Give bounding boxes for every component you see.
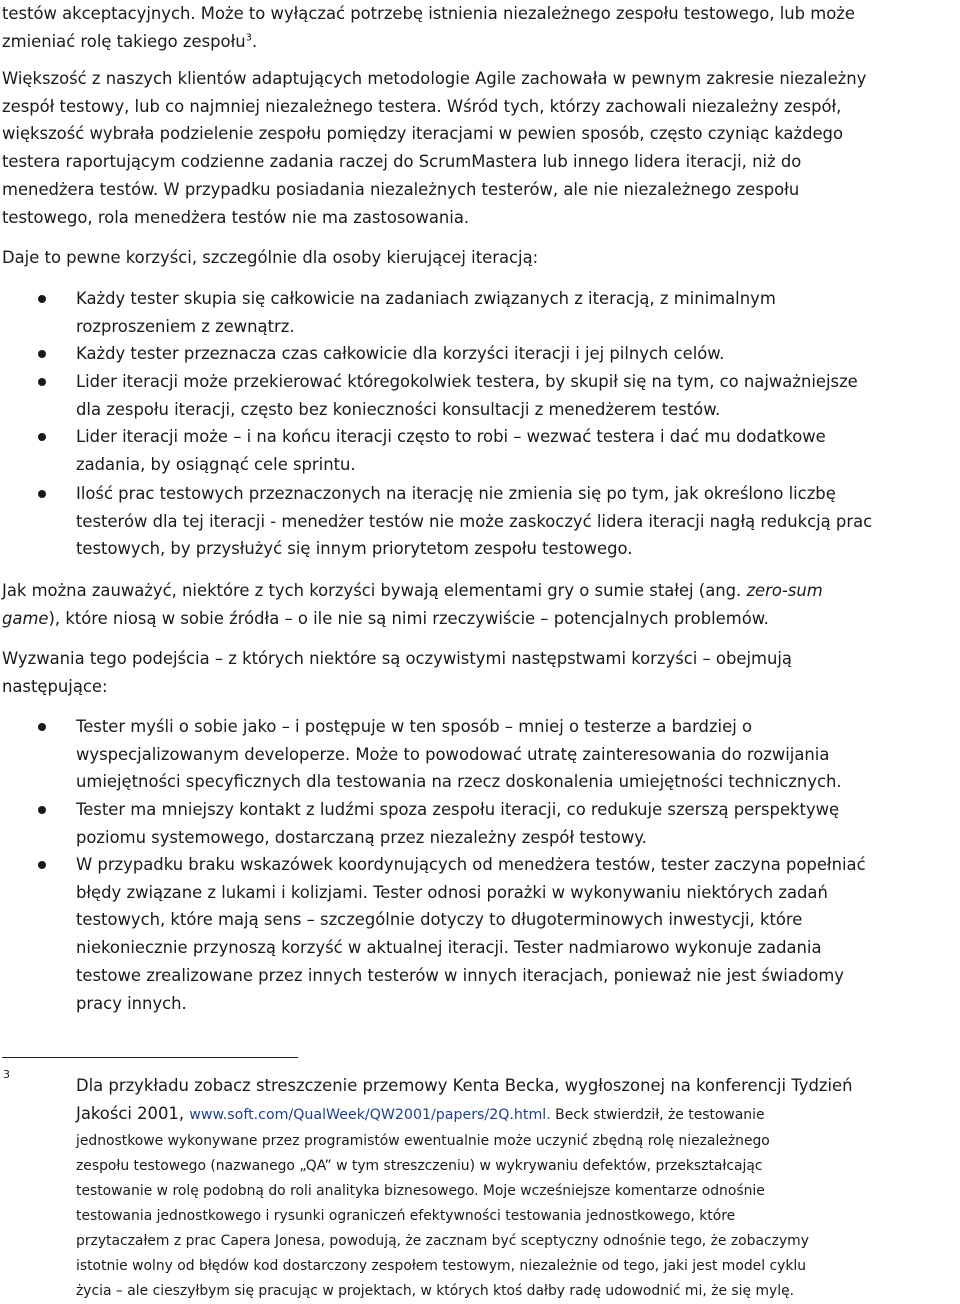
text-span: ), które niosą w sobie źródła – o ile nie są nimi rzeczywiście – potencjalnych problemów.	[48, 608, 769, 628]
text-line: Każdy tester przeznacza czas całkowicie dla korzyści iteracji i jej pilnych celów.	[76, 344, 725, 363]
text-line: menedżera testów. W przypadku posiadania niezależnych testerów, ale nie niezależnego zespołu	[2, 179, 800, 199]
paragraph-challenges-intro	[2, 645, 957, 700]
footnote-number: 3	[3, 1068, 10, 1081]
text-line: Daje to pewne korzyści, szczególnie dla osoby kierującej iteracją:	[2, 248, 539, 267]
bullet-icon	[38, 433, 46, 441]
paragraph-intro	[2, 0, 957, 55]
bullet-icon	[38, 295, 46, 303]
text-line: W przypadku braku wskazówek koordynujących od menedżera testów, tester zaczyna popełniać	[76, 855, 866, 874]
text-span: Jakości 2001,	[76, 1103, 190, 1123]
paragraph-benefits-intro	[2, 244, 957, 272]
text-line	[76, 1100, 956, 1129]
text-line: następujące:	[2, 676, 108, 696]
bullet-icon	[38, 723, 46, 731]
text-line: zespołu testowego (nazwanego „QA” w tym streszczeniu) w wykrywaniu defektów, przekształcając	[76, 1157, 763, 1174]
text-line: Lider iteracji może – i na końcu iteracji często to robi – wezwać testera i dać mu dodatkowe	[76, 427, 826, 446]
footnote-reference[interactable]: 3	[245, 32, 252, 44]
list-item	[0, 285, 960, 340]
text-line: Lider iteracji może przekierować któregokolwiek testera, by skupił się na tym, co najważniejsze	[76, 372, 858, 391]
text-line	[2, 605, 957, 633]
bullet-icon	[38, 806, 46, 814]
text-line: poziomu systemowego, dostarczaną przez niezależny zespół testowy.	[76, 827, 647, 847]
list-item	[0, 851, 960, 1017]
text-line: zespół testowy, lub co najmniej niezależnego testera. Wśród tych, którzy zachowali niezależny zespół,	[2, 96, 842, 116]
paragraph-zero-sum	[2, 577, 957, 632]
text-span: Jak można zauważyć, niektóre z tych korzyści bywają elementami gry o sumie stałej (ang.	[2, 581, 747, 600]
text-line: Wyzwania tego podejścia – z których niektóre są oczywistymi następstwami korzyści – obejmują	[2, 649, 792, 668]
paragraph-agile-teams	[2, 65, 957, 231]
text-line: rozproszeniem z zewnątrz.	[76, 316, 295, 336]
bullet-icon	[38, 378, 46, 386]
bullet-icon	[38, 861, 46, 869]
text-line: błędy związane z lukami i kolizjami. Tester odnosi porażki w wykonywaniu niektórych zadań	[76, 882, 828, 902]
text-line: testowe zrealizowane przez innych testerów w innych iteracjach, ponieważ nie jest świadomy	[76, 965, 844, 985]
list-item	[0, 796, 960, 851]
text-line: testów akceptacyjnych. Może to wyłączać potrzebę istnienia niezależnego zespołu testowego, lub może	[2, 4, 855, 23]
text-line: testerów dla tej iteracji - menedżer testów nie może zaskoczyć lidera iteracji nagłą redukcją prac	[76, 511, 873, 531]
text-line: dla zespołu iteracji, często bez konieczności konsultacji z menedżerem testów.	[76, 399, 721, 419]
text-line: niekoniecznie przynoszą korzyść w aktualnej iteracji. Tester nadmiarowo wykonuje zadania	[76, 938, 822, 958]
text-line: Dla przykładu zobacz streszczenie przemowy Kenta Becka, wygłoszonej na konferencji Tydzień	[76, 1076, 853, 1095]
text-span: .	[252, 31, 258, 51]
text-span: Beck stwierdził, że testowanie	[550, 1106, 765, 1123]
text-line: jednostkowe wykonywane przez programistów ewentualnie może uczynić zbędną rolę niezależnego	[76, 1132, 770, 1149]
text-line	[2, 28, 957, 56]
text-line: Ilość prac testowych przeznaczonych na iterację nie zmienia się po tym, jak określono liczbę	[76, 484, 836, 503]
italic-term: zero-sum	[746, 581, 823, 600]
text-line: umiejętności specyficznych dla testowania na rzecz doskonalenia umiejętności technicznych.	[76, 772, 842, 792]
text-line: testowego, rola menedżera testów nie ma zastosowania.	[2, 207, 470, 227]
text-line: testowania jednostkowego i rysunki ograniczeń efektywności testowania jednostkowego, które	[76, 1207, 736, 1224]
text-line	[2, 577, 957, 605]
text-line: testowych, które mają sens – szczególnie dotyczy to długoterminowych inwestycji, które	[76, 910, 803, 930]
text-line: Tester ma mniejszy kontakt z ludźmi spoza zespołu iteracji, co redukuje szerszą perspektywę	[76, 800, 840, 819]
text-line: wyspecjalizowanym developerze. Może to powodować utratę zainteresowania do rozwijania	[76, 744, 830, 764]
text-line: większość wybrała podzielenie zespołu pomiędzy iteracjami w pewien sposób, często czyniąc każdego	[2, 124, 843, 144]
text-line: Każdy tester skupia się całkowicie na zadaniach związanych z iteracją, z minimalnym	[76, 289, 776, 308]
text-line: Większość z naszych klientów adaptujących metodologie Agile zachowała w pewnym zakresie niezależny	[2, 69, 867, 88]
text-line: testowych, by przysłużyć się innym priorytetom zespołu testowego.	[76, 539, 633, 559]
italic-term: game	[2, 608, 49, 628]
text-line: życia – ale cieszyłbym się pracując w projektach, w których ktoś dałby radę udowodnić mi, że się mylę.	[76, 1282, 795, 1299]
text-line: Tester myśli o sobie jako – i postępuje w ten sposób – mniej o testerze a bardziej o	[76, 717, 752, 736]
text-line: zadania, by osiągnąć cele sprintu.	[76, 454, 356, 474]
footnote-separator	[2, 1057, 298, 1058]
footnote-link[interactable]: www.soft.com/QualWeek/QW2001/papers/2Q.html.	[189, 1106, 551, 1123]
text-line: testowanie w rolę podobną do roli analityka biznesowego. Moje wcześniejsze komentarze odnośnie	[76, 1182, 765, 1199]
list-item	[0, 713, 960, 796]
bullet-icon	[38, 490, 46, 498]
list-item	[0, 480, 960, 564]
text-line: istotnie wolny od błędów kod dostarczony zespołem testowym, niezależnie od tego, jaki jest model cyklu	[76, 1257, 807, 1274]
benefits-list	[0, 285, 960, 564]
footnote	[76, 1072, 956, 1304]
challenges-list	[0, 713, 960, 1017]
text-span: zmieniać rolę takiego zespołu	[2, 31, 246, 51]
text-line: testera raportującym codzienne zadania raczej do ScrumMastera lub innego lidera iteracji, niż do	[2, 152, 802, 172]
list-item	[0, 423, 960, 480]
list-item	[0, 340, 960, 368]
list-item	[0, 368, 960, 423]
text-line: pracy innych.	[76, 993, 187, 1013]
text-line: przytaczałem z prac Capera Jonesa, powodują, że zacznam być sceptyczny odnośnie tego, że zobaczymy	[76, 1232, 809, 1249]
bullet-icon	[38, 350, 46, 358]
